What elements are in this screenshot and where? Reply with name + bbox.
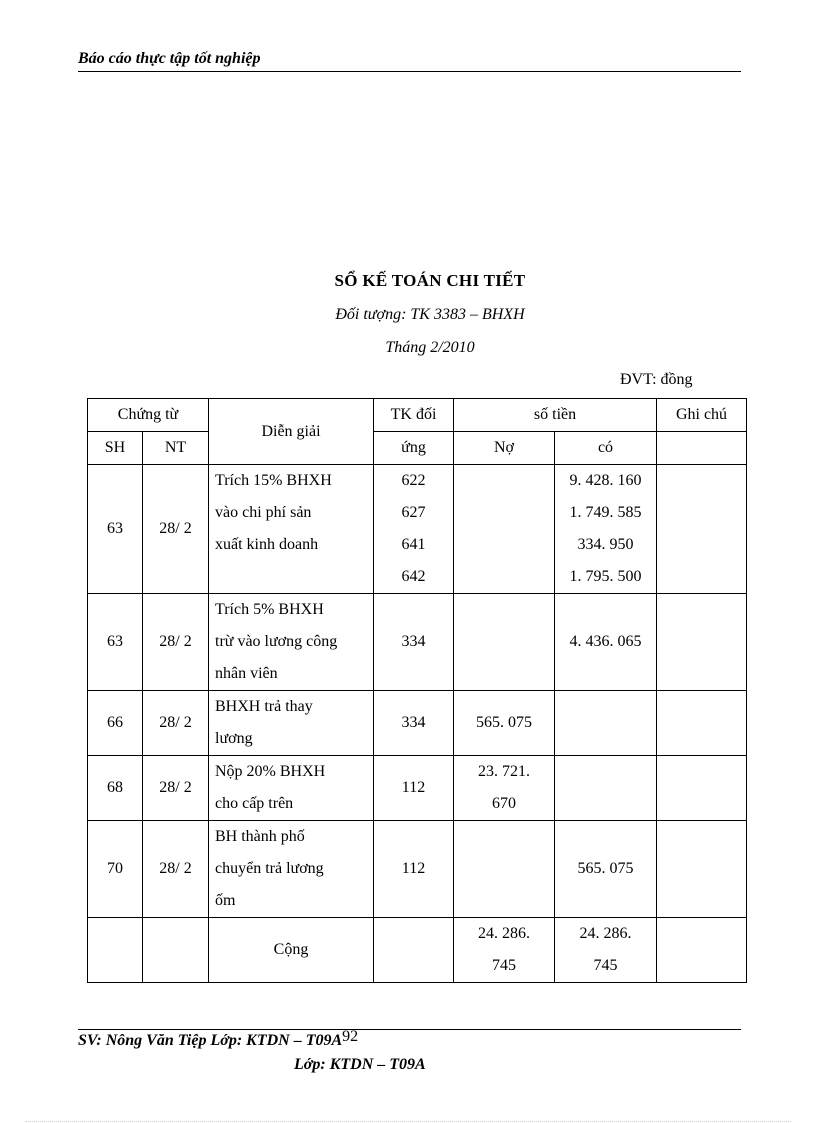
- ledger-table: [87, 398, 747, 983]
- total-credit-line: 745: [593, 957, 618, 974]
- debit-value-line: 670: [492, 795, 516, 812]
- student-info: SV: Nông Văn Tiệp Lớp: KTDN – T09A: [78, 1032, 343, 1049]
- cell-debit: 565. 075: [454, 691, 555, 756]
- ledger-period: Tháng 2/2010: [385, 339, 475, 356]
- cell-note: [657, 756, 747, 821]
- total-credit-line: 24. 286.: [579, 925, 632, 942]
- header-amount: số tiền: [454, 399, 657, 432]
- cell-note: [657, 594, 747, 691]
- header-account-line1: TK đối: [374, 399, 454, 432]
- cell-debit: [454, 465, 555, 594]
- cell-note: [657, 465, 747, 594]
- footer-class-line: Lớp: KTDN – T09A: [294, 1056, 426, 1073]
- footer-student-line: [78, 1028, 359, 1050]
- header-divider: [78, 71, 741, 72]
- description-line: lương: [215, 730, 253, 747]
- total-debit: [454, 918, 555, 983]
- total-label: Cộng: [209, 918, 374, 983]
- debit-value-line: 23. 721.: [478, 763, 530, 780]
- currency-unit: ĐVT: đồng: [620, 371, 693, 388]
- account-value: 641: [401, 536, 426, 553]
- table-row: [88, 756, 747, 821]
- total-debit-line: 24. 286.: [478, 925, 530, 942]
- cell-credit: [555, 465, 657, 594]
- header-note-empty: [657, 432, 747, 465]
- credit-value: 9. 428. 160: [569, 472, 642, 489]
- total-debit-line: 745: [492, 957, 516, 974]
- header-voucher: Chứng từ: [88, 399, 209, 432]
- cell-description: [209, 465, 374, 594]
- cell-nt: 28/ 2: [143, 691, 209, 756]
- description-line: Nộp 20% BHXH: [215, 763, 326, 780]
- cell-sh: 63: [88, 594, 143, 691]
- description-line: xuất kinh doanh: [215, 536, 319, 553]
- footer-divider: [78, 1029, 741, 1030]
- credit-value: 1. 795. 500: [569, 568, 642, 585]
- cell-sh: [88, 918, 143, 983]
- cell-nt: 28/ 2: [143, 821, 209, 918]
- cell-note: [657, 821, 747, 918]
- cell-note: [657, 691, 747, 756]
- cell-sh: 63: [88, 465, 143, 594]
- description-line: trừ vào lương công: [215, 633, 338, 650]
- cell-nt: 28/ 2: [143, 465, 209, 594]
- cell-credit: 4. 436. 065: [555, 594, 657, 691]
- description-line: [215, 561, 373, 593]
- cell-account: [374, 918, 454, 983]
- page-edge-dotted-line: [25, 1121, 791, 1122]
- cell-debit: [454, 756, 555, 821]
- description-line: nhân viên: [215, 665, 278, 682]
- cell-account: 112: [374, 821, 454, 918]
- cell-nt: 28/ 2: [143, 594, 209, 691]
- cell-sh: 70: [88, 821, 143, 918]
- cell-description: [209, 756, 374, 821]
- cell-sh: 66: [88, 691, 143, 756]
- cell-debit: [454, 821, 555, 918]
- cell-account: 112: [374, 756, 454, 821]
- ledger-title: SỔ KẾ TOÁN CHI TIẾT: [334, 271, 526, 290]
- table-header-row: [88, 399, 747, 432]
- cell-account: 334: [374, 594, 454, 691]
- header-sh: SH: [88, 432, 143, 465]
- cell-credit: [555, 691, 657, 756]
- header-credit: có: [555, 432, 657, 465]
- account-value: 627: [401, 504, 426, 521]
- table-header-row: [88, 432, 747, 465]
- description-line: BHXH trả thay: [215, 698, 313, 715]
- header-nt: NT: [143, 432, 209, 465]
- total-row: [88, 918, 747, 983]
- cell-credit: 565. 075: [555, 821, 657, 918]
- total-credit: [555, 918, 657, 983]
- description-line: Trích 15% BHXH: [215, 472, 332, 489]
- account-value: 642: [401, 568, 426, 585]
- header-note: Ghi chú: [657, 399, 747, 432]
- description-line: chuyển trả lương: [215, 860, 324, 877]
- cell-description: [209, 821, 374, 918]
- table-row: [88, 691, 747, 756]
- header-debit: Nợ: [454, 432, 555, 465]
- report-header-title: Báo cáo thực tập tốt nghiệp: [78, 50, 261, 67]
- ledger-subject: Đối tượng: TK 3383 – BHXH: [335, 306, 525, 323]
- credit-value: 1. 749. 585: [569, 504, 642, 521]
- cell-account: 334: [374, 691, 454, 756]
- header-account-line2: ứng: [374, 432, 454, 465]
- cell-nt: 28/ 2: [143, 756, 209, 821]
- header-description: Diễn giải: [209, 399, 374, 465]
- cell-sh: 68: [88, 756, 143, 821]
- description-line: ốm: [215, 892, 236, 909]
- description-line: cho cấp trên: [215, 795, 294, 812]
- cell-nt: [143, 918, 209, 983]
- page-number: 92: [342, 1028, 359, 1045]
- cell-account: [374, 465, 454, 594]
- table-row: [88, 465, 747, 594]
- account-value: 622: [401, 472, 426, 489]
- description-line: vào chi phí sản: [215, 504, 312, 521]
- table-row: [88, 821, 747, 918]
- cell-description: [209, 691, 374, 756]
- cell-description: [209, 594, 374, 691]
- cell-credit: [555, 756, 657, 821]
- cell-note: [657, 918, 747, 983]
- description-line: Trích 5% BHXH: [215, 601, 324, 618]
- credit-value: 334. 950: [577, 536, 634, 553]
- description-line: BH thành phố: [215, 828, 305, 845]
- table-row: [88, 594, 747, 691]
- cell-debit: [454, 594, 555, 691]
